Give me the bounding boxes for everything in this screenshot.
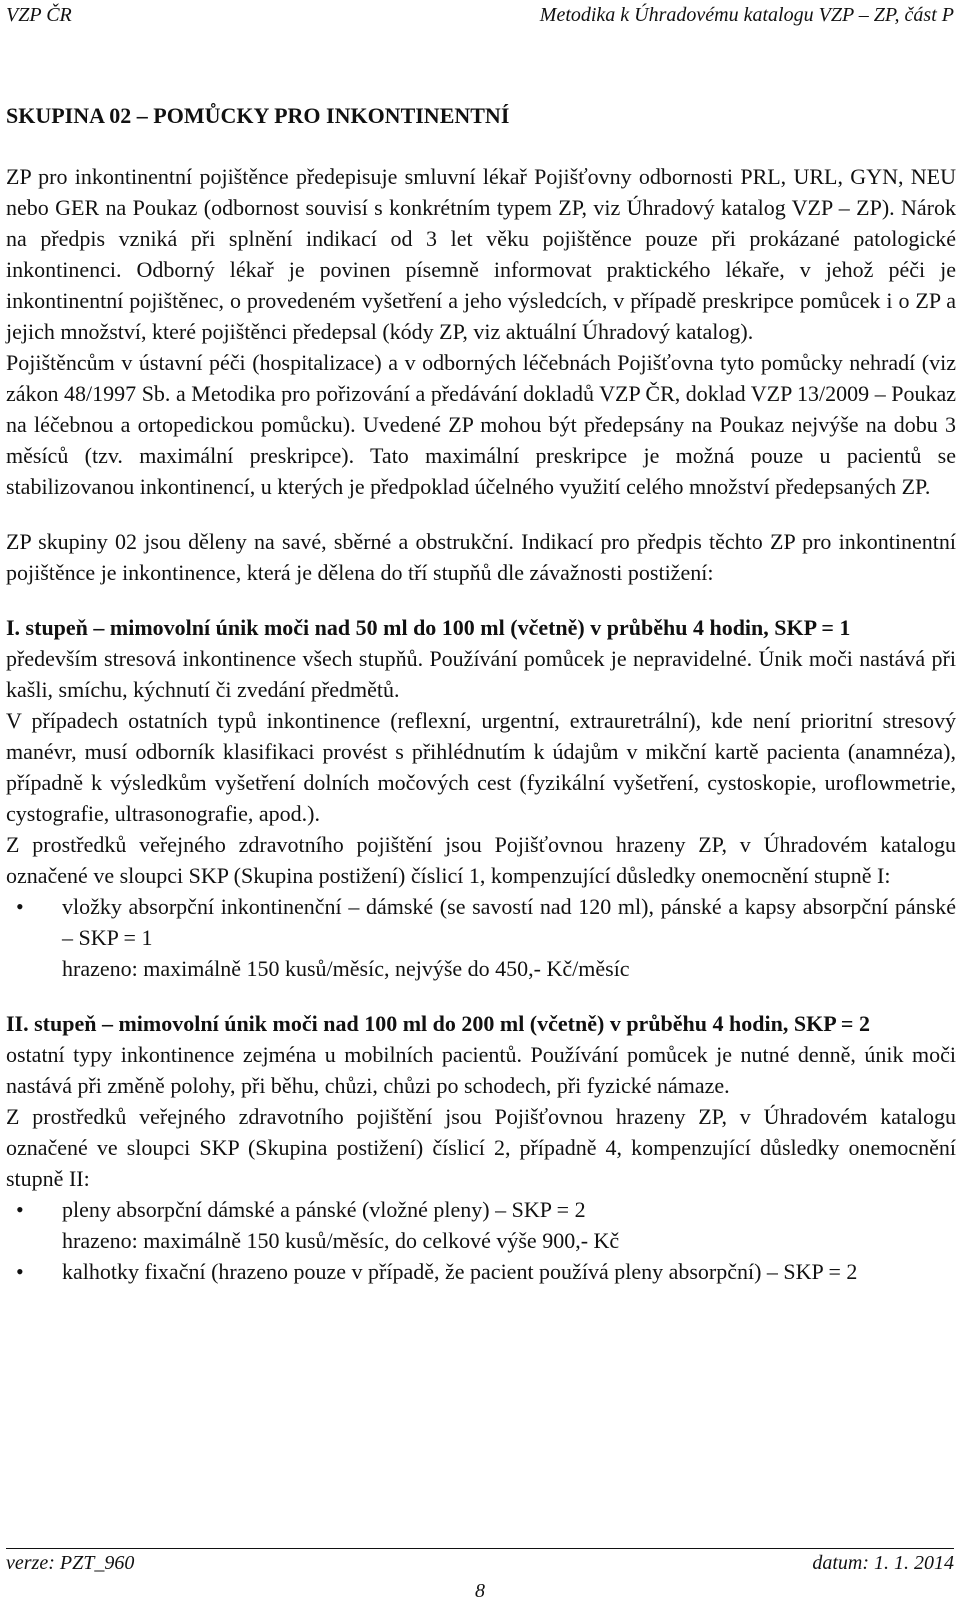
classification-paragraph: ZP skupiny 02 jsou děleny na savé, sběrné a obstrukční. Indikací pro předpis těchto ZP pro inkontinentní pojištěnce je inkontinence, která je dělena do tří stupňů dle závažnosti postižení: — [6, 529, 956, 585]
footer-date: datum: 1. 1. 2014 — [812, 1552, 954, 1574]
stage2-list — [6, 1194, 956, 1287]
stage1-coverage: Z prostředků veřejného zdravotního pojištění jsou Pojišťovnou hrazeny ZP, v Úhradovém katalogu označené ve sloupci SKP (Skupina postižení) číslicí 1, kompenzující důsledky onemocnění stupně I: — [6, 832, 956, 888]
bullet-icon: • — [16, 894, 24, 919]
list-item-reimbursement: hrazeno: maximálně 150 kusů/měsíc, nejvýše do 450,- Kč/měsíc — [62, 956, 630, 981]
list-item-text: kalhotky fixační (hrazeno pouze v případě, že pacient používá pleny absorpční) – SKP = 2 — [62, 1259, 858, 1284]
header-organization: VZP ČR — [6, 4, 72, 26]
list-item — [6, 891, 956, 984]
bullet-icon: • — [16, 1259, 24, 1284]
bullet-icon: • — [16, 1197, 24, 1222]
list-item-reimbursement: hrazeno: maximálně 150 kusů/měsíc, do celkové výše 900,- Kč — [62, 1228, 620, 1253]
stage2-description: ostatní typy inkontinence zejména u mobilních pacientů. Používání pomůcek je nutné denně, únik moči nastává při změně polohy, při běhu, chůzi, chůzi po schodech, při fyzické námaze. — [6, 1042, 956, 1098]
header-document-title: Metodika k Úhradovému katalogu VZP – ZP, část P — [539, 4, 954, 26]
stage2-coverage: Z prostředků veřejného zdravotního pojištění jsou Pojišťovnou hrazeny ZP, v Úhradovém katalogu označené ve sloupci SKP (Skupina postižení) číslicí 2, případně 4, kompenzující důsledky onemocnění stupně II: — [6, 1104, 956, 1191]
list-item — [6, 1256, 956, 1287]
intro-paragraph: ZP pro inkontinentní pojištěnce předepisuje smluvní lékař Pojišťovny odbornosti PRL, URL, GYN, NEU nebo GER na Poukaz (odbornost souvisí s konkrétním typem ZP, viz Úhradový katalog VZP – ZP). Nárok na předpis vzniká při splnění indikací od 3 let věku pojištěnce pouze při prokázané patologické inkontinenci. Odborný lékař je povinen písemně informovat praktického lékaře, v jehož péči je inkontinentní pojištěnec, o provedeném vyšetření a jeho výsledcích, v případě preskripce pomůcek i o ZP a jejich množství, které pojištěnci předepsal (kódy ZP, viz aktuální Úhradový katalog). — [6, 164, 956, 344]
stage2-title: II. stupeň – mimovolní únik moči nad 100 ml do 200 ml (včetně) v průběhu 4 hodin, SKP = 2 — [6, 1011, 870, 1036]
page-footer — [0, 1548, 960, 1617]
stage1-description: především stresová inkontinence všech stupňů. Používání pomůcek je nepravidelné. Únik moči nastává při kašli, smíchu, kýchnutí či zvedání předmětů. — [6, 646, 956, 702]
footer-divider — [6, 1548, 954, 1549]
list-item-text: pleny absorpční dámské a pánské (vložné pleny) – SKP = 2 — [62, 1197, 586, 1222]
page-number: 8 — [475, 1580, 485, 1602]
hospital-care-paragraph: Pojištěncům v ústavní péči (hospitalizace) a v odborných léčebnách Pojišťovna tyto pomůcky nehradí (viz zákon 48/1997 Sb. a Metodika pro pořizování a předávání dokladů VZP ČR, doklad VZP 13/2009 – Poukaz na léčebnou a ortopedickou pomůcku). Uvedené ZP mohou být předepsány na Poukaz nejvýše na dobu 3 měsíců (tzv. maximální preskripce). Tato maximální preskripce je možná pouze u pacientů se stabilizovanou inkontinencí, u kterých je předpoklad účelného využití celého množství předepsaných ZP. — [6, 350, 956, 499]
page-header — [0, 0, 960, 40]
footer-version: verze: PZT_960 — [6, 1552, 135, 1574]
stage1-title: I. stupeň – mimovolní únik moči nad 50 ml do 100 ml (včetně) v průběhu 4 hodin, SKP = 1 — [6, 615, 851, 640]
stage1-list — [6, 891, 956, 984]
stage1-other-types: V případech ostatních typů inkontinence (reflexní, urgentní, extrauretrální), kde není prioritní stresový manévr, musí odborník klasifikaci provést s přihlédnutím k údajům v mikční kartě pacienta (anamnéza), případně k výsledkům vyšetření dolních močových cest (fyzikální vyšetření, cystoskopie, uroflowmetrie, cystografie, ultrasonografie, apod.). — [6, 708, 956, 826]
list-item — [6, 1194, 956, 1256]
document-body — [6, 100, 956, 1287]
list-item-text: vložky absorpční inkontinenční – dámské (se savostí nad 120 ml), pánské a kapsy absorpční pánské – SKP = 1 — [62, 894, 956, 950]
section-title: SKUPINA 02 – POMŮCKY PRO INKONTINENTNÍ — [6, 103, 510, 128]
